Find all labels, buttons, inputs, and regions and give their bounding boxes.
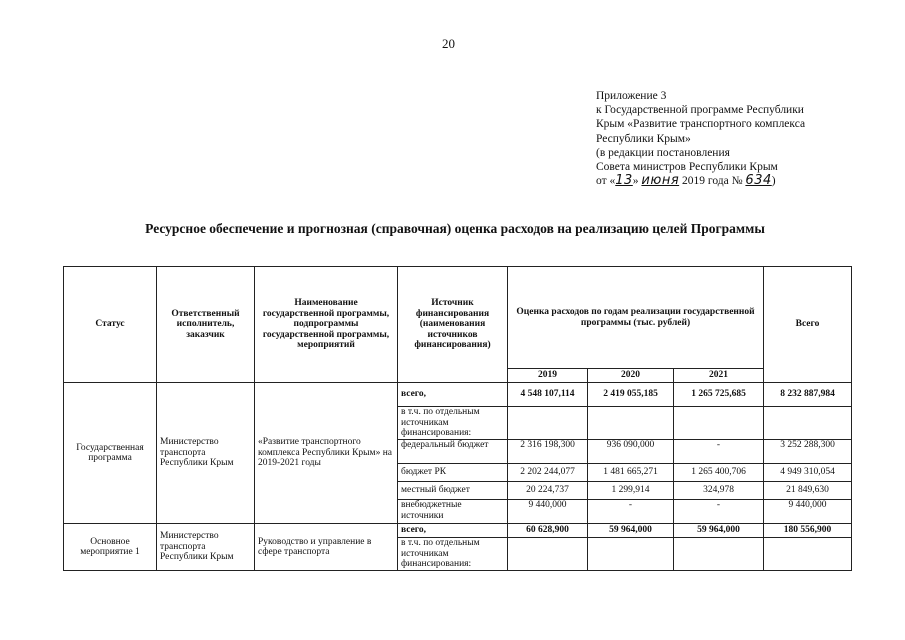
header-year: 2021 [674,369,764,383]
approval-block [596,89,896,188]
value-2019: 20 224,737 [508,482,588,500]
header-row [64,267,852,369]
approval-line: Крым «Развитие транспортного комплекса [596,118,806,131]
source-cell: всего, [398,524,508,538]
value-2020 [588,407,674,440]
header-executor: Ответственный исполнитель, заказчик [157,267,255,383]
table-row [64,383,852,407]
value-total: 21 849,630 [764,482,852,500]
program-name-cell: «Развитие транспортного комплекса Республики Крым» на 2019-2021 годы [255,383,398,524]
source-cell: местный бюджет [398,482,508,500]
date-prefix: от « [596,175,616,188]
value-2020: 1 481 665,271 [588,464,674,482]
date-mid: » [632,175,639,188]
value-2019: 2 316 198,300 [508,440,588,464]
source-cell: федеральный бюджет [398,440,508,464]
status-cell: Основное мероприятие 1 [64,524,157,571]
value-2021: 1 265 400,706 [674,464,764,482]
source-cell: бюджет РК [398,464,508,482]
value-total: 4 949 310,054 [764,464,852,482]
table-row [64,524,852,538]
value-2020: 936 090,000 [588,440,674,464]
value-2020 [588,538,674,571]
value-total: 180 556,900 [764,524,852,538]
value-2020: 1 299,914 [588,482,674,500]
value-2021: - [674,440,764,464]
value-2020: 59 964,000 [588,524,674,538]
value-2021: 324,978 [674,482,764,500]
value-total: 3 252 288,300 [764,440,852,464]
approval-line: Совета министров Республики Крым [596,161,778,174]
executor-cell: Министерство транспорта Республики Крым [157,383,255,524]
handwritten-number: 634 [745,173,772,189]
handwritten-month: июня [641,173,680,189]
approval-date-line [596,174,896,188]
source-cell: внебюджетные источники [398,500,508,524]
value-total [764,407,852,440]
approval-line: (в редакции постановления [596,146,730,159]
header-name: Наименование государственной программы, подпрограммы государственной программы, мероприятий [255,267,398,383]
approval-line: Приложение 3 [596,90,667,102]
value-2020: 2 419 055,185 [588,383,674,407]
header-source: Источник финансирования (наименования источников финансирования) [398,267,508,383]
header-estimate: Оценка расходов по годам реализации государственной программы (тыс. рублей) [508,267,764,369]
value-2019: 9 440,000 [508,500,588,524]
page-number: 20 [442,36,455,51]
value-2019: 2 202 244,077 [508,464,588,482]
source-cell: всего, [398,383,508,407]
status-cell: Государственная программа [64,383,157,524]
year-text: 2019 года № [682,175,743,188]
value-2021 [674,407,764,440]
value-2019 [508,538,588,571]
budget-table [63,266,852,571]
approval-line: Республики Крым» [596,132,691,145]
value-2021: 59 964,000 [674,524,764,538]
value-2019: 4 548 107,114 [508,383,588,407]
value-2021 [674,538,764,571]
header-year: 2020 [588,369,674,383]
header-year: 2019 [508,369,588,383]
value-2019: 60 628,900 [508,524,588,538]
source-cell: в т.ч. по отдельным источникам финансирования: [398,538,508,571]
header-status: Статус [64,267,157,383]
value-total [764,538,852,571]
source-cell: в т.ч. по отдельным источникам финансирования: [398,407,508,440]
value-total: 9 440,000 [764,500,852,524]
program-name-cell: Руководство и управление в сфере транспорта [255,524,398,571]
value-2020: - [588,500,674,524]
document-title: Ресурсное обеспечение и прогнозная (справочная) оценка расходов на реализацию целей Программы [145,221,765,236]
header-total: Всего [764,267,852,383]
value-2021: 1 265 725,685 [674,383,764,407]
value-2019 [508,407,588,440]
value-2021: - [674,500,764,524]
approval-line: к Государственной программе Республики [596,104,804,117]
handwritten-day: 13 [615,173,633,189]
value-total: 8 232 887,984 [764,383,852,407]
date-close: ) [771,175,776,188]
executor-cell: Министерство транспорта Республики Крым [157,524,255,571]
